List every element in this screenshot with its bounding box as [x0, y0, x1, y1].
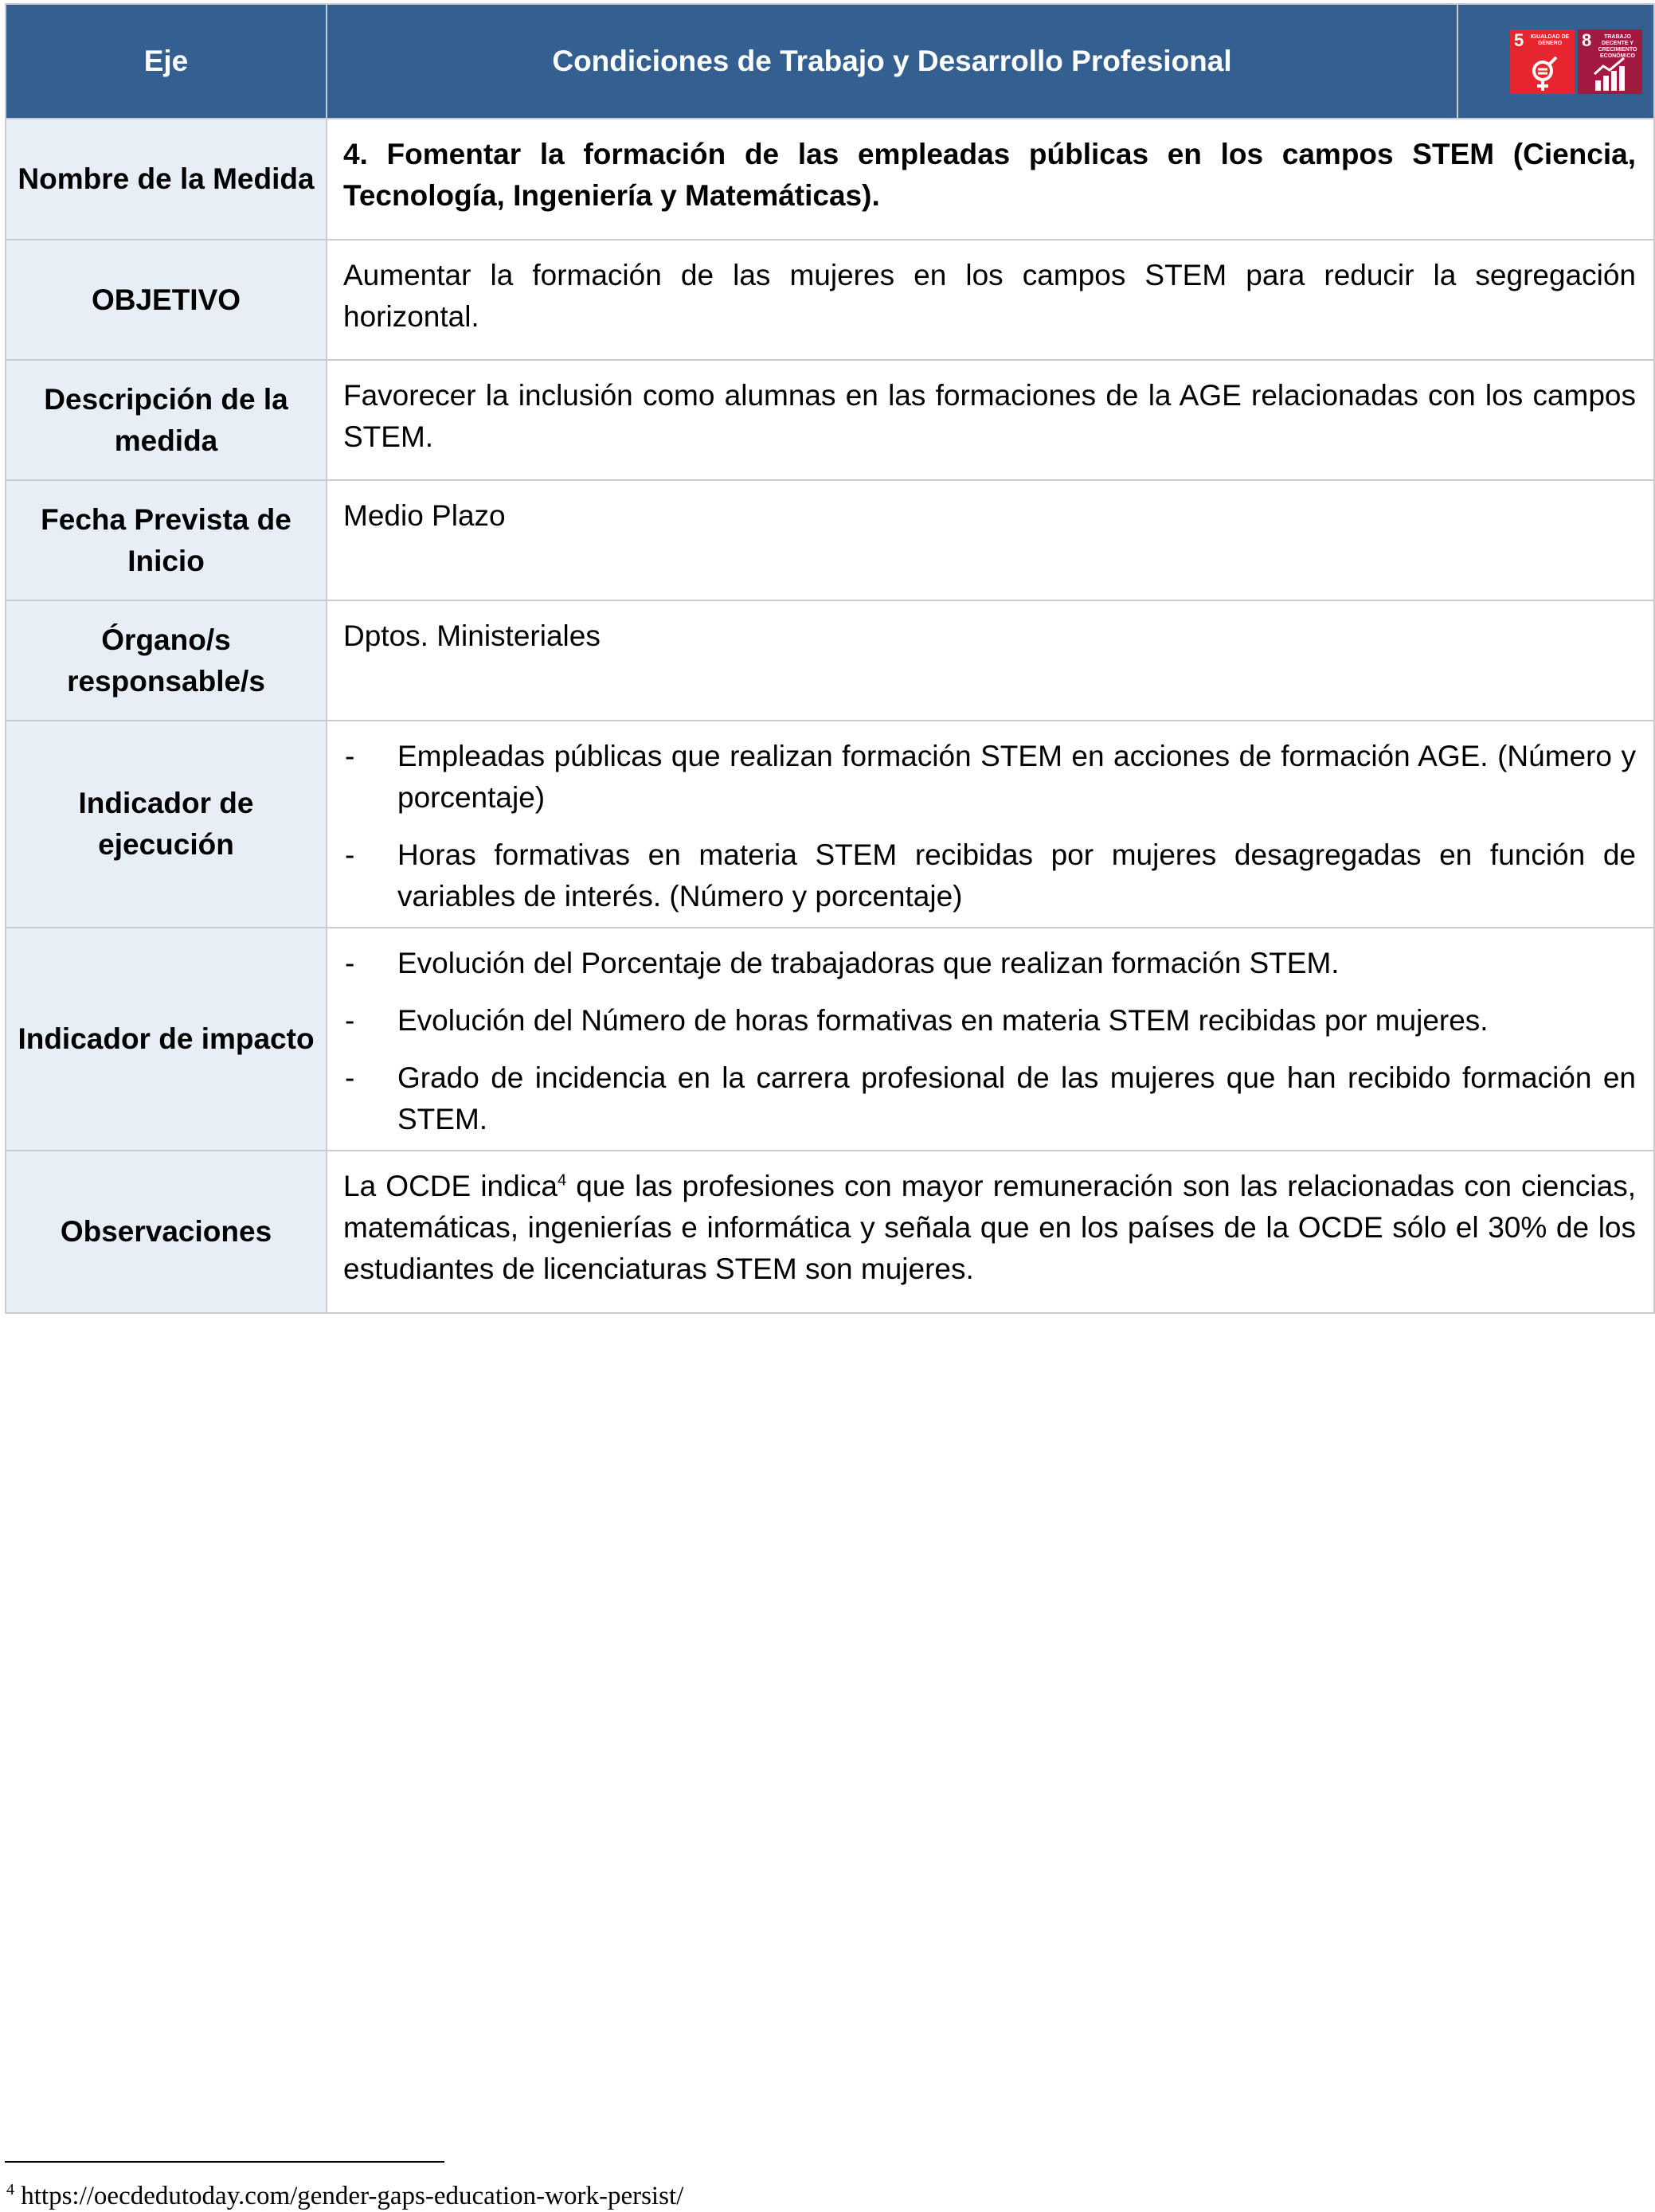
descripcion-value: Favorecer la inclusión como alumnas en las formaciones de la AGE relacionadas con los campos STEM.: [327, 360, 1654, 480]
row-nombre: [6, 119, 1654, 240]
impacto-list-cell: [327, 928, 1654, 1151]
label-objetivo: OBJETIVO: [6, 240, 327, 360]
list-item: - Evolución del Porcentaje de trabajadoras que realizan formación STEM.: [345, 947, 1340, 979]
row-impacto: [6, 928, 1654, 1151]
gender-equality-icon: [1524, 57, 1561, 92]
eje-header: Eje: [6, 4, 327, 119]
row-observaciones: [6, 1151, 1654, 1313]
label-organo: Órgano/s responsable/s: [6, 600, 327, 721]
ejecucion-list: [343, 736, 1636, 917]
label-observaciones: Observaciones: [6, 1151, 327, 1313]
row-fecha: [6, 480, 1654, 600]
footnote: [6, 2174, 683, 2212]
measure-table: [5, 3, 1655, 1314]
row-descripcion: [6, 360, 1654, 480]
sdg-badges: [1457, 4, 1654, 119]
sdg-5-badge: 5 IGUALDAD DE GÉNERO: [1510, 29, 1575, 94]
footnote-number: 4: [6, 2181, 14, 2198]
objetivo-value: Aumentar la formación de las mujeres en los campos STEM para reducir la segregación horizontal.: [327, 240, 1654, 360]
row-ejecucion: [6, 721, 1654, 928]
label-ejecucion: Indicador de ejecución: [6, 721, 327, 928]
label-nombre: Nombre de la Medida: [6, 119, 327, 240]
footnote-link[interactable]: https://oecdedutoday.com/gender-gaps-education-work-persist/: [14, 2182, 684, 2210]
list-item: - Empleadas públicas que realizan formación STEM en acciones de formación AGE. (Número y porcentaje): [345, 740, 1636, 814]
list-item: - Horas formativas en materia STEM recibidas por mujeres desagregadas en función de variables de interés. (Número y porcentaje): [345, 838, 1636, 913]
footnote-divider: [5, 2161, 444, 2163]
row-organo: [6, 600, 1654, 721]
footnote-ref[interactable]: 4: [558, 1171, 567, 1190]
axis-title: Condiciones de Trabajo y Desarrollo Profesional: [327, 4, 1457, 119]
list-item: - Evolución del Número de horas formativas en materia STEM recibidas por mujeres.: [345, 1004, 1489, 1037]
impacto-list: [343, 943, 1636, 1140]
organo-value: Dptos. Ministeriales: [327, 600, 1654, 721]
label-fecha: Fecha Prevista de Inicio: [6, 480, 327, 600]
observaciones-value: La OCDE indica$^4$ que las profesiones con mayor remuneración son las relacionadas con ciencias, matemáticas, ingenierías e informática y señala que en los países de la OCDE sólo el 30% de los estudiantes de licenciaturas STEM son mujeres.: [327, 1151, 1654, 1313]
fecha-value: Medio Plazo: [327, 480, 1654, 600]
measure-name: 4. Fomentar la formación de las empleadas públicas en los campos STEM (Ciencia, Tecnología, Ingeniería y Matemáticas).: [327, 119, 1654, 240]
label-descripcion: Descripción de la medida: [6, 360, 327, 480]
label-impacto: Indicador de impacto: [6, 928, 327, 1151]
list-item: - Grado de incidencia en la carrera profesional de las mujeres que han recibido formación en STEM.: [345, 1061, 1636, 1135]
row-objetivo: [6, 240, 1654, 360]
header-row: [6, 4, 1654, 119]
sdg-8-badge: 8 TRABAJO DECENTE Y CRECIMIENTO ECONÓMICO: [1578, 29, 1642, 94]
ejecucion-list-cell: [327, 721, 1654, 928]
growth-chart-icon: [1592, 57, 1629, 92]
